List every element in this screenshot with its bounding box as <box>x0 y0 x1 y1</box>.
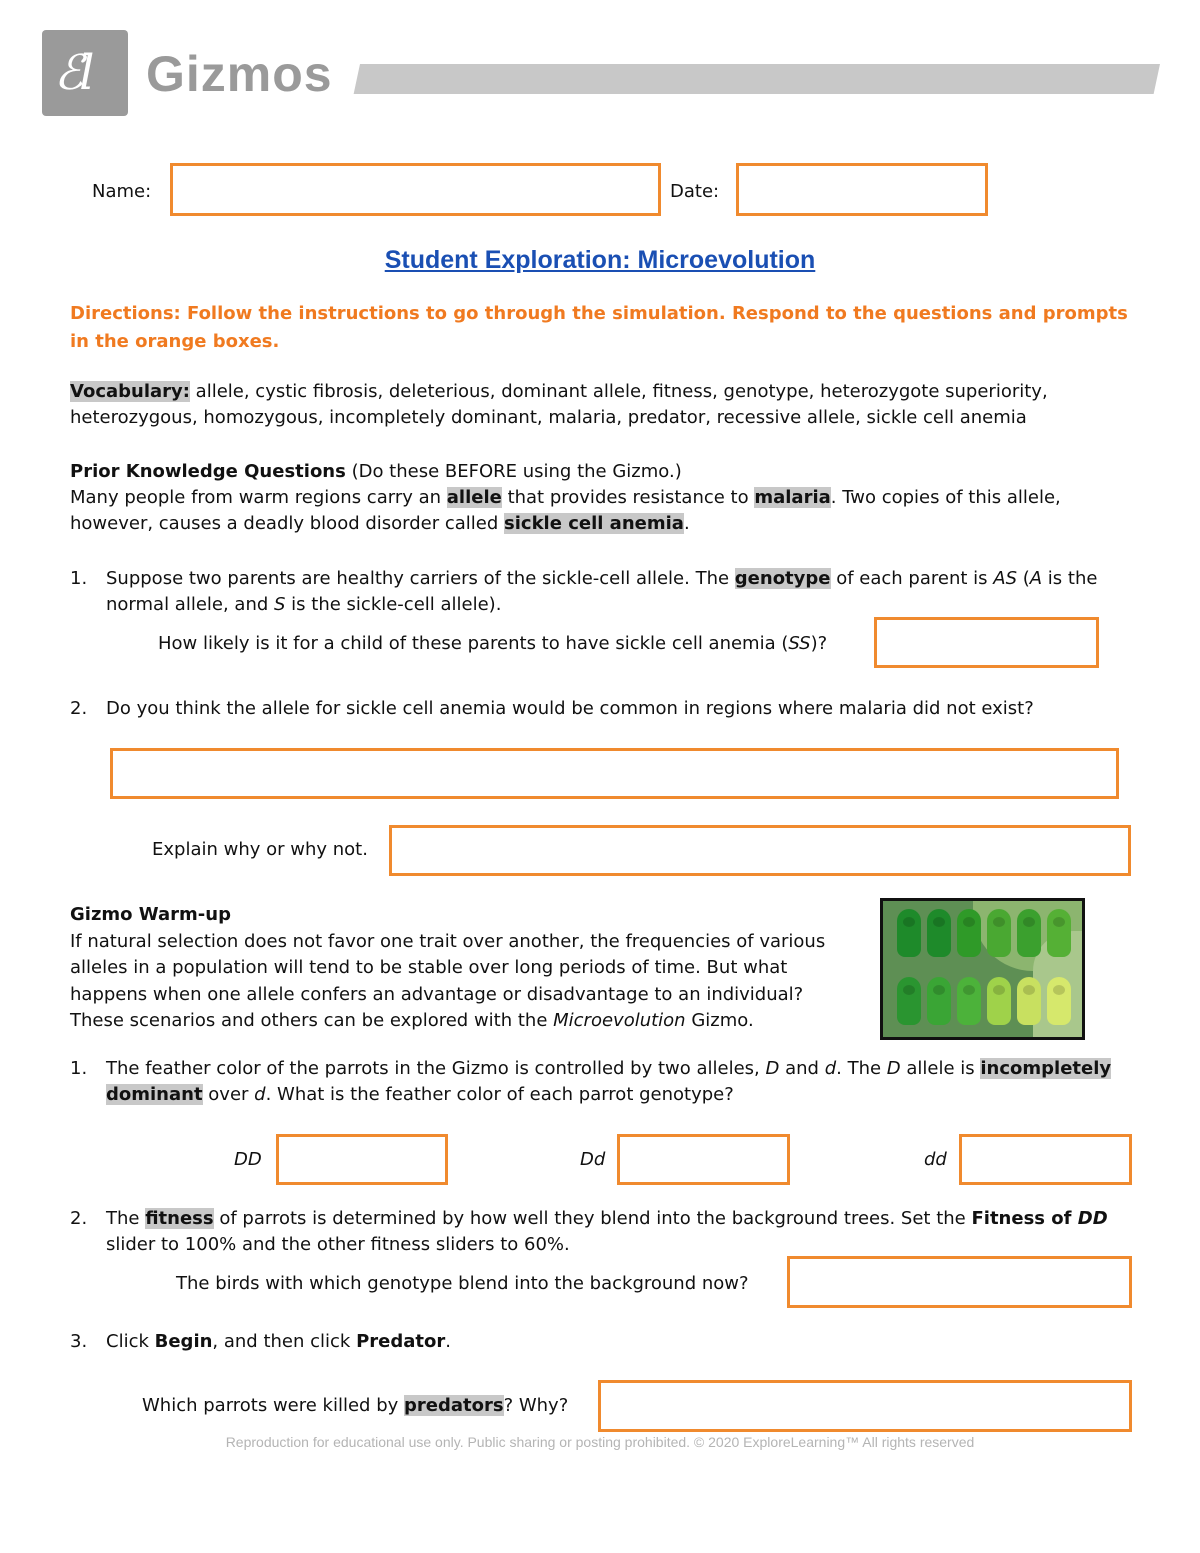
term-predators: predators <box>404 1395 504 1416</box>
warmup-q3-answer-box[interactable] <box>598 1380 1132 1432</box>
predator-button-ref: Predator <box>356 1331 446 1352</box>
pk-question-2-prompt: Explain why or why not. <box>152 839 368 860</box>
vocabulary-label: Vocabulary: <box>70 381 190 402</box>
question-number: 1. <box>70 568 88 589</box>
term-sickle-cell-anemia: sickle cell anemia <box>504 513 684 534</box>
question-number: 2. <box>70 698 88 719</box>
logo-mark: ℰl <box>54 45 91 101</box>
term-allele: allele <box>446 487 502 508</box>
name-label: Name: <box>92 181 152 202</box>
vocabulary-terms: allele, cystic fibrosis, deleterious, dominant allele, fitness, genotype, heterozygote superiority, heterozygous, homozygous, incompletely dominant, malaria, predator, recessive allele, sickle cell anemia <box>70 381 1048 428</box>
question-number: 2. <box>70 1208 88 1229</box>
warmup-intro: If natural selection does not favor one trait over another, the frequencies of various alleles in a population will tend to be stable over long periods of time. But what happens when one allele confers an advantage or disadvantage to an individual? These scenarios and others can be explored with the Microevolution Gizmo. <box>70 930 826 1031</box>
page-title: Student Exploration: Microevolution <box>384 246 816 274</box>
genotype-dd-answer-box[interactable] <box>276 1134 448 1185</box>
warmup-question-3-prompt: Which parrots were killed by predators? Why? <box>142 1395 569 1416</box>
prior-knowledge-heading: Prior Knowledge Questions (Do these BEFORE using the Gizmo.) <box>70 461 682 482</box>
genotype-dd-het-label: Dd <box>580 1149 606 1170</box>
copyright-footer: Reproduction for educational use only. Public sharing or posting prohibited. © 2020 ExploreLearning™ All rights reserved <box>225 1434 975 1450</box>
genotype-rec-label: dd <box>924 1149 947 1170</box>
genotype-dd-het-answer-box[interactable] <box>617 1134 790 1185</box>
term-genotype: genotype <box>734 568 831 589</box>
date-field[interactable] <box>736 163 988 216</box>
vocabulary <box>70 379 1130 431</box>
pk-q2-explain-box[interactable] <box>389 825 1131 876</box>
parrot-simulation-image <box>880 898 1085 1040</box>
pk-question-1: Suppose two parents are healthy carriers of the sickle-cell allele. The genotype of each parent is AS (A is the normal allele, and S is the sickle-cell allele). <box>106 568 1098 615</box>
genotype-rec-answer-box[interactable] <box>959 1134 1132 1185</box>
brand-name: Gizmos <box>146 46 333 102</box>
term-fitness: fitness <box>145 1208 214 1229</box>
pk-question-2: Do you think the allele for sickle cell anemia would be common in regions where malaria did not exist? <box>106 698 1034 719</box>
begin-button-ref: Begin <box>154 1331 213 1352</box>
date-label: Date: <box>670 181 720 202</box>
genotype-dd-label: DD <box>234 1149 262 1170</box>
warmup-section <box>70 902 860 1035</box>
header-bar <box>354 64 1160 94</box>
question-number: 1. <box>70 1058 88 1079</box>
directions-text: Directions: Follow the instructions to go through the simulation. Respond to the questions and prompts in the orange boxes. <box>70 303 1128 352</box>
pk-q1-answer-box[interactable] <box>874 617 1099 668</box>
warmup-question-3: Click Begin, and then click Predator. <box>106 1331 451 1352</box>
warmup-heading: Gizmo Warm-up <box>70 904 231 925</box>
warmup-question-2-prompt: The birds with which genotype blend into the background now? <box>176 1273 749 1294</box>
warmup-question-2: The fitness of parrots is determined by how well they blend into the background trees. Set the Fitness of DD slider to 100% and the other fitness sliders to 60%. <box>106 1208 1108 1255</box>
name-field[interactable] <box>170 163 661 216</box>
term-incompletely-dominant: incompletely dominant <box>106 1058 1112 1105</box>
question-number: 3. <box>70 1331 88 1352</box>
prior-knowledge-intro: Many people from warm regions carry an allele that provides resistance to malaria. Two copies of this allele, however, causes a deadly blood disorder called sickle cell anemia. <box>70 487 1061 534</box>
pk-q2-answer-box[interactable] <box>110 748 1119 799</box>
pk-question-1-prompt: How likely is it for a child of these parents to have sickle cell anemia (SS)? <box>158 633 828 654</box>
warmup-q2-answer-box[interactable] <box>787 1256 1132 1308</box>
term-malaria: malaria <box>754 487 831 508</box>
warmup-question-1: The feather color of the parrots in the Gizmo is controlled by two alleles, D and d. The D allele is incompletely dominant over d. What is the feather color of each parrot genotype? <box>106 1058 1112 1105</box>
